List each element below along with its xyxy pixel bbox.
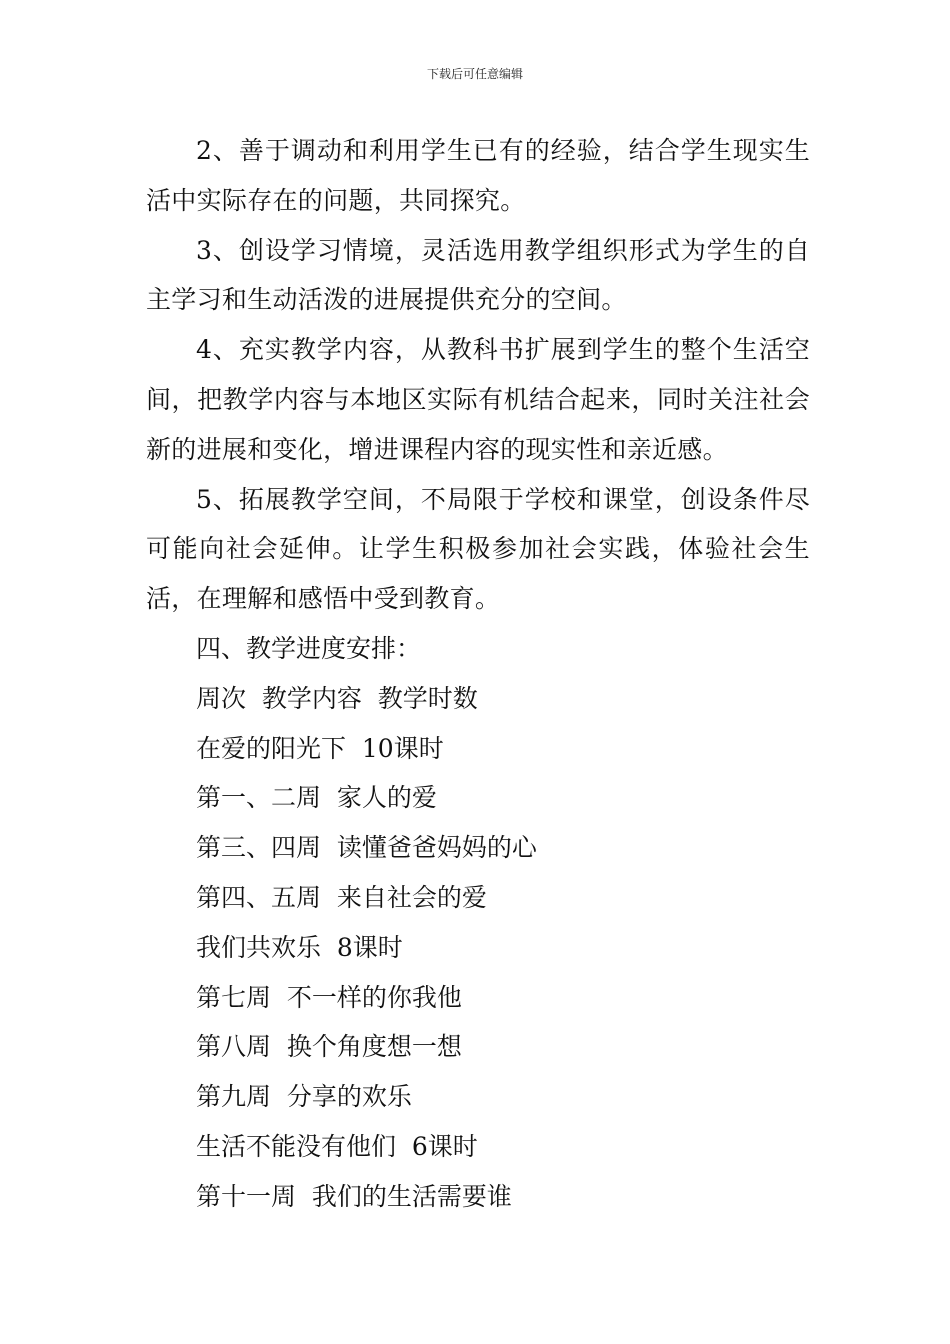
schedule-row: 第三、四周 读懂爸爸妈妈的心 (196, 833, 537, 863)
paragraph-item-3: 3、创设学习情境，灵活选用教学组织形式为学生的自主学习和生动活泼的进展提供充分的空间。 (146, 235, 810, 315)
schedule-row: 第九周 分享的欢乐 (196, 1082, 412, 1112)
schedule-row: 第一、二周 家人的爱 (196, 783, 437, 813)
schedule-row: 第八周 换个角度想一想 (196, 1032, 462, 1062)
schedule-row: 第四、五周 来自社会的爱 (196, 882, 487, 912)
schedule-row: 在爱的阳光下 10课时 (196, 733, 444, 763)
schedule-row: 第十一周 我们的生活需要谁 (196, 1181, 512, 1211)
section-heading: 四、教学进度安排： (196, 633, 422, 663)
paragraph-item-5: 5、拓展教学空间，不局限于学校和课堂，创设条件尽可能向社会延伸。让学生积极参加社会实践，体验社会生活，在理解和感悟中受到教育。 (146, 484, 810, 614)
schedule-header-row: 周次 教学内容 教学时数 (196, 683, 478, 713)
paragraph-item-2: 2、善于调动和利用学生已有的经验，结合学生现实生活中实际存在的问题，共同探究。 (146, 136, 810, 215)
schedule-row: 我们共欢乐 8课时 (196, 932, 403, 962)
page-header: 下载后可任意编辑 (426, 67, 523, 81)
document-body (146, 126, 810, 1222)
paragraph-item-4: 4、充实教学内容，从教科书扩展到学生的整个生活空间，把教学内容与本地区实际有机结合起来，同时关注社会新的进展和变化，增进课程内容的现实性和亲近感。 (146, 335, 810, 464)
schedule-row: 第七周 不一样的你我他 (196, 982, 462, 1012)
schedule-row: 生活不能没有他们 6课时 (196, 1131, 478, 1161)
